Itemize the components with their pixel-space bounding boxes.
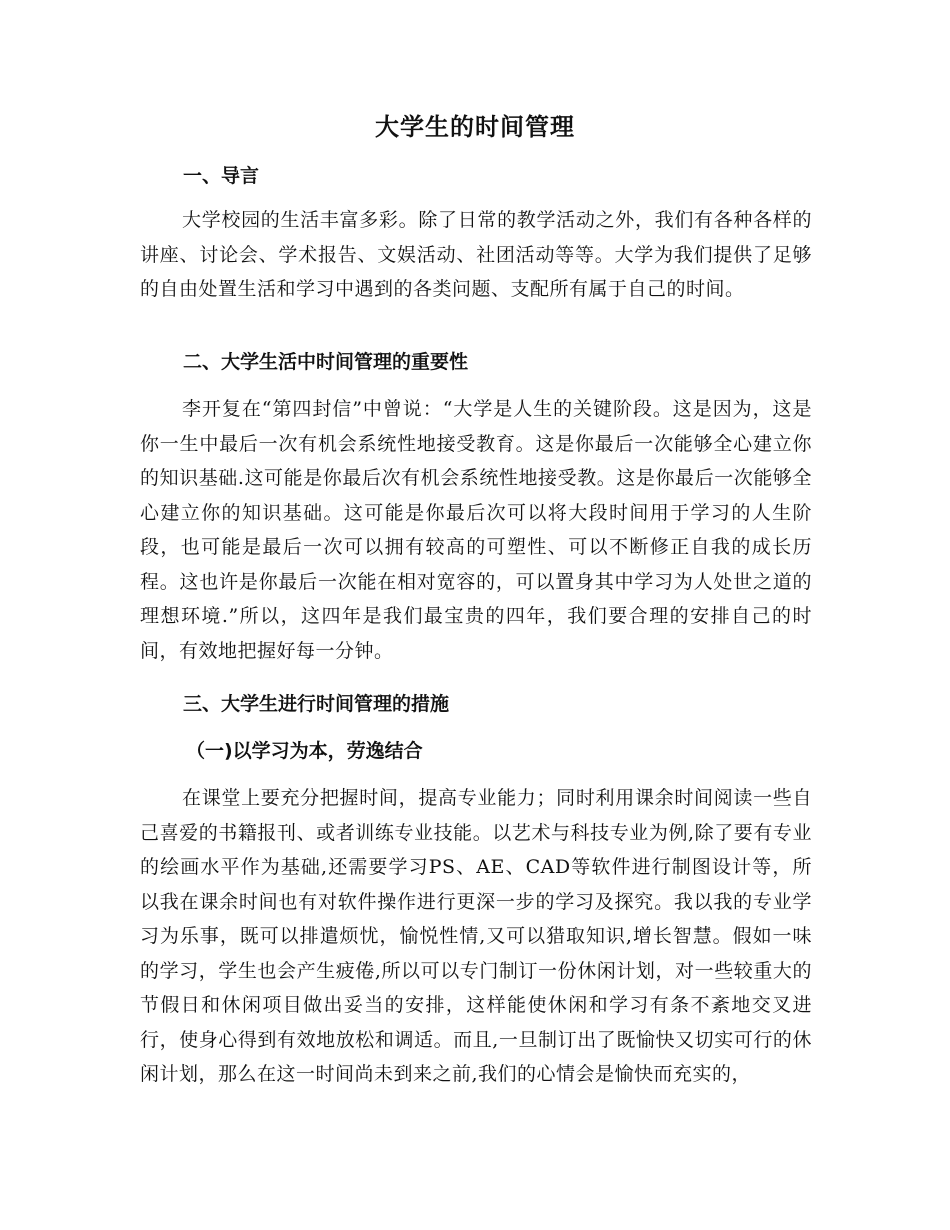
subsection-heading-study: （一)以学习为本，劳逸结合 [186,740,423,762]
paragraph-importance: 李开复在“第四封信”中曾说：“大学是人生的关键阶段。这是因为，这是你一生中最后一次有机会系统性地接受教育。这是你最后一次能够全心建立你的知识基础.这可能是你最后次有机会系统性地接受教。这是你最后一次能够全心建立你的知识基础。这可能是你最后次可以将大段时间用于学习的人生阶段，也可能是最后一次可以拥有较高的可塑性、可以不断修正自我的成长历程。这也许是你最后一次能在相对宽容的，可以置身其中学习为人处世之道的理想环境.”所以，这四年是我们最宝贵的四年，我们要合理的安排自己的时间，有效地把握好每一分钟。 [140,398,812,662]
section-heading-intro: 一、导言 [183,165,260,187]
section-heading-importance: 二、大学生活中时间管理的重要性 [183,351,469,373]
paragraph-intro: 大学校园的生活丰富多彩。除了日常的教学活动之外，我们有各种各样的讲座、讨论会、学术报告、文娱活动、社团活动等等。大学为我们提供了足够的自由处置生活和学习中遇到的各类问题、支配所有属于自己的时间。 [140,209,812,300]
paragraph-study: 在课堂上要充分把握时间，提高专业能力；同时利用课余时间阅读一些自己喜爱的书籍报刊、或者训练专业技能。以艺术与科技专业为例,除了要有专业的绘画水平作为基础,还需要学习PS、AE、CAD等软件进行制图设计等，所以我在课余时间也有对软件操作进行更深一步的学习及探究。我以我的专业学习为乐事，既可以排遣烦忧，愉悦性情,又可以猎取知识,增长智慧。假如一味的学习，学生也会产生疲倦,所以可以专门制订一份休闲计划，对一些较重大的节假日和休闲项目做出妥当的安排，这样能使休闲和学习有条不紊地交叉进行，使身心得到有效地放松和调适。而且,一旦制订出了既愉快又切实可行的休闲计划，那么在这一时间尚未到来之前,我们的心情会是愉快而充实的， [140,787,812,1085]
document-title: 大学生的时间管理 [375,113,575,141]
section-heading-measures: 三、大学生进行时间管理的措施 [183,693,450,715]
